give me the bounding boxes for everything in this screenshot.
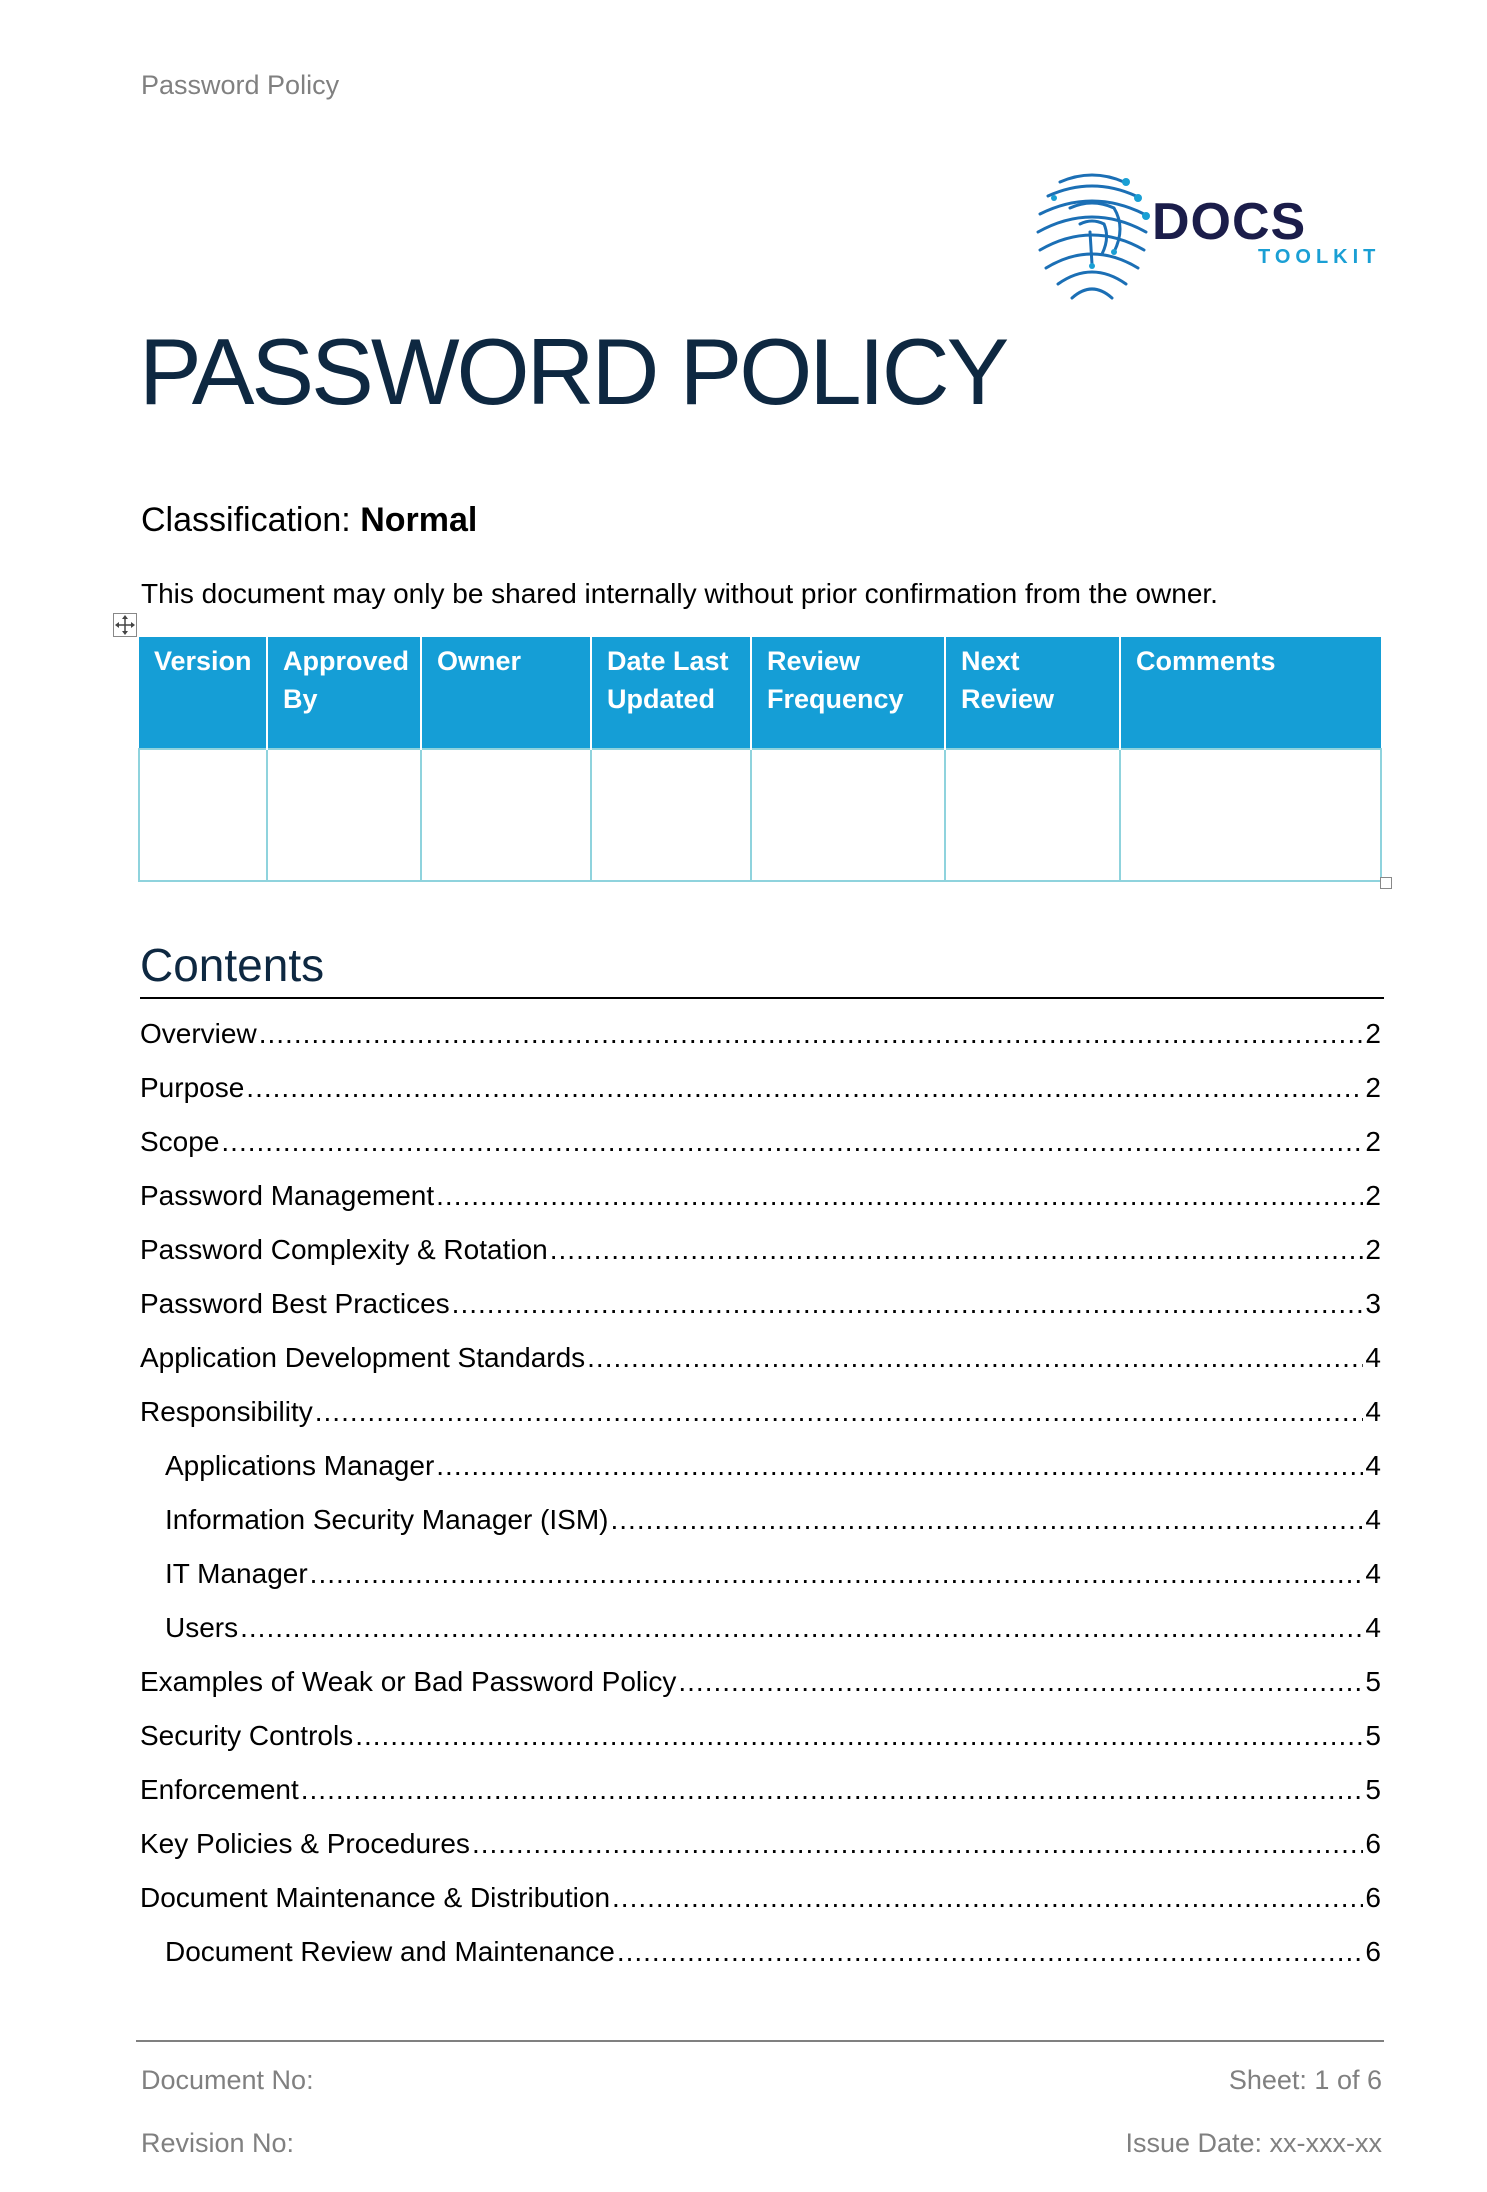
toc-entry[interactable]	[140, 1004, 1381, 1058]
table-cell-owner[interactable]	[421, 749, 591, 881]
toc-dot-leader	[587, 1342, 1363, 1374]
toc-entry[interactable]	[140, 1436, 1381, 1490]
toc-entry-title: Password Complexity & Rotation	[140, 1234, 548, 1265]
toc-dot-leader	[259, 1018, 1364, 1050]
toc-entry[interactable]	[140, 1760, 1381, 1814]
toc-entry-title: Users	[165, 1612, 239, 1643]
column-header-version: Version	[139, 637, 267, 749]
classification-line	[141, 501, 477, 540]
toc-entry-title: Security Controls	[140, 1720, 354, 1751]
toc-entry-page: 6	[1365, 1936, 1381, 1967]
toc-entry-page: 2	[1365, 1180, 1381, 1211]
toc-entry-title: Application Development Standards	[140, 1342, 586, 1373]
column-header-approved-by: Approved By	[267, 637, 421, 749]
toc-entry[interactable]	[140, 1328, 1381, 1382]
running-header: Password Policy	[141, 70, 340, 100]
toc-entry-page: 4	[1365, 1450, 1381, 1481]
toc-dot-leader	[436, 1180, 1363, 1212]
toc-entry-page: 4	[1365, 1558, 1381, 1589]
toc-entry[interactable]	[140, 1706, 1381, 1760]
toc-dot-leader	[611, 1504, 1364, 1536]
toc-entry-title: Enforcement	[140, 1774, 299, 1805]
footer-issue-date: Issue Date: xx-xxx-xx	[1125, 2128, 1382, 2158]
toc-entry-page: 5	[1365, 1774, 1381, 1805]
toc-dot-leader	[617, 1936, 1364, 1968]
toc-entry[interactable]	[140, 1274, 1381, 1328]
table-row	[139, 749, 1381, 881]
docs-toolkit-logo	[1030, 168, 1390, 306]
toc-entry-title: Scope	[140, 1126, 220, 1157]
toc-dot-leader	[246, 1072, 1363, 1104]
toc-dot-leader	[221, 1126, 1363, 1158]
column-header-owner: Owner	[421, 637, 591, 749]
toc-entry-title: Overview	[140, 1018, 257, 1049]
table-resize-handle[interactable]	[1380, 877, 1392, 889]
toc-entry-title: IT Manager	[165, 1558, 308, 1589]
logo-wordmark: DOCS	[1152, 193, 1307, 251]
table-header-row	[139, 637, 1381, 749]
toc-entry-page: 2	[1365, 1018, 1381, 1049]
document-title: PASSWORD POLICY	[139, 319, 1007, 424]
contents-heading: Contents	[140, 939, 325, 991]
toc-dot-leader	[452, 1288, 1364, 1320]
toc-entry[interactable]	[140, 1166, 1381, 1220]
table-cell-approved-by[interactable]	[267, 749, 421, 881]
toc-entry[interactable]	[140, 1220, 1381, 1274]
toc-entry-page: 2	[1365, 1126, 1381, 1157]
toc-dot-leader	[612, 1882, 1363, 1914]
toc-entry[interactable]	[140, 1382, 1381, 1436]
document-control-table	[138, 637, 1382, 882]
toc-entry-page: 6	[1365, 1882, 1381, 1913]
toc-entry[interactable]	[140, 1490, 1381, 1544]
table-move-handle[interactable]	[113, 613, 137, 637]
toc-entry[interactable]	[140, 1652, 1381, 1706]
column-header-review-frequency: Review Frequency	[751, 637, 945, 749]
toc-dot-leader	[436, 1450, 1363, 1482]
footer-sheet: Sheet: 1 of 6	[1228, 2065, 1382, 2095]
contents-divider	[140, 997, 1384, 999]
table-of-contents	[140, 1004, 1381, 1976]
toc-entry-page: 5	[1365, 1666, 1381, 1697]
footer-revision-no: Revision No:	[141, 2128, 295, 2158]
toc-entry-title: Applications Manager	[165, 1450, 435, 1481]
table-cell-version[interactable]	[139, 749, 267, 881]
toc-entry-page: 3	[1365, 1288, 1381, 1319]
toc-entry[interactable]	[140, 1814, 1381, 1868]
toc-dot-leader	[315, 1396, 1364, 1428]
toc-entry-title: Password Management	[140, 1180, 435, 1211]
toc-entry-page: 5	[1365, 1720, 1381, 1751]
toc-entry-title: Responsibility	[140, 1396, 313, 1427]
toc-entry-title: Key Policies & Procedures	[140, 1828, 470, 1859]
toc-entry[interactable]	[140, 1058, 1381, 1112]
table-cell-next-review[interactable]	[945, 749, 1120, 881]
toc-dot-leader	[355, 1720, 1363, 1752]
toc-dot-leader	[301, 1774, 1364, 1806]
column-header-comments: Comments	[1120, 637, 1381, 749]
toc-entry-page: 2	[1365, 1234, 1381, 1265]
toc-entry-title: Password Best Practices	[140, 1288, 450, 1319]
column-header-date-last-updated: Date Last Updated	[591, 637, 751, 749]
footer-document-no: Document No:	[141, 2065, 314, 2095]
move-arrows-icon	[114, 614, 136, 636]
toc-entry-title: Document Maintenance & Distribution	[140, 1882, 611, 1913]
logo-subtitle: TOOLKIT	[1258, 246, 1381, 268]
toc-entry-title: Document Review and Maintenance	[165, 1936, 615, 1967]
toc-entry[interactable]	[140, 1922, 1381, 1976]
toc-dot-leader	[550, 1234, 1364, 1266]
toc-dot-leader	[472, 1828, 1363, 1860]
table-cell-review-frequency[interactable]	[751, 749, 945, 881]
toc-entry-page: 6	[1365, 1828, 1381, 1859]
footer-divider	[136, 2040, 1384, 2042]
toc-entry[interactable]	[140, 1544, 1381, 1598]
table-cell-date-last-updated[interactable]	[591, 749, 751, 881]
toc-entry-title: Examples of Weak or Bad Password Policy	[140, 1666, 677, 1697]
column-header-next-review: Next Review	[945, 637, 1120, 749]
toc-entry-page: 2	[1365, 1072, 1381, 1103]
toc-entry-page: 4	[1365, 1504, 1381, 1535]
toc-entry-page: 4	[1365, 1612, 1381, 1643]
toc-dot-leader	[678, 1666, 1363, 1698]
toc-entry[interactable]	[140, 1112, 1381, 1166]
table-cell-comments[interactable]	[1120, 749, 1381, 881]
fingerprint-icon	[1030, 168, 1155, 306]
toc-dot-leader	[240, 1612, 1363, 1644]
toc-entry-page: 4	[1365, 1342, 1381, 1373]
toc-entry-title: Purpose	[140, 1072, 245, 1103]
classification-value: Normal	[360, 501, 478, 539]
toc-entry-page: 4	[1365, 1396, 1381, 1427]
toc-entry-title: Information Security Manager (ISM)	[165, 1504, 609, 1535]
sharing-notice: This document may only be shared internally without prior confirmation from the owner.	[141, 578, 1218, 609]
classification-label: Classification:	[141, 501, 351, 539]
toc-entry[interactable]	[140, 1868, 1381, 1922]
toc-dot-leader	[310, 1558, 1364, 1590]
toc-entry[interactable]	[140, 1598, 1381, 1652]
